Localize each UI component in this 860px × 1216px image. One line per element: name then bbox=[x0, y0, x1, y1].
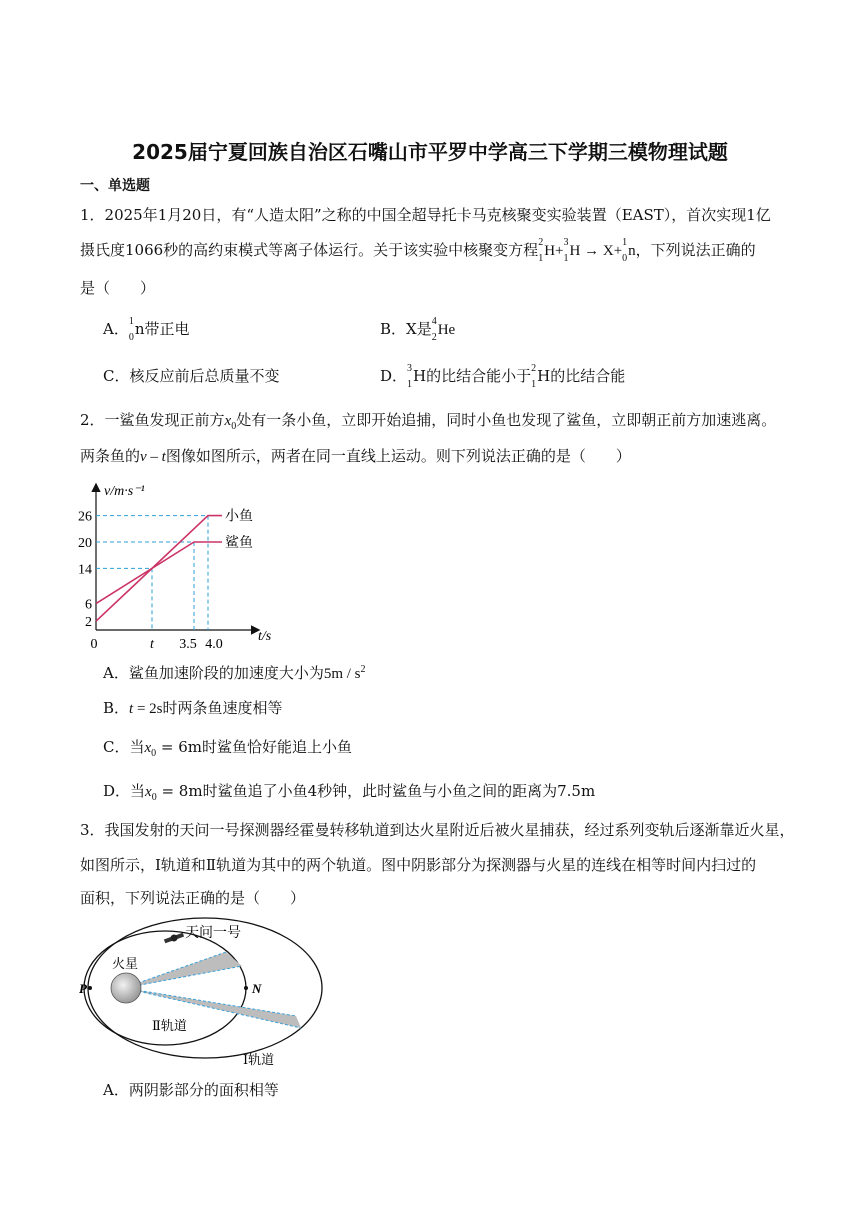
q3-line3: 面积，下列说法正确的是（ ） bbox=[80, 889, 306, 907]
x-tick-label: 0 bbox=[90, 637, 98, 652]
y-axis-label: v/m·s⁻¹ bbox=[104, 484, 145, 499]
label-n: N bbox=[252, 981, 262, 996]
q1-option-a[interactable]: A．$^1$ $_0$n带正电 bbox=[103, 316, 190, 343]
probe-icon bbox=[163, 931, 184, 944]
q1-line1: 1．2025年1月20日，有“人造太阳”之称的中国全超导托卡马克核聚变实验装置（EAST），首次实现1亿 bbox=[80, 206, 771, 224]
q2-option-d[interactable]: D．当$x_0 = 8m$时鲨鱼追了小鱼4秒钟，此时鲨鱼与小鱼之间的距离为7.5m bbox=[103, 782, 596, 803]
q2-option-b[interactable]: B．t = 2s时两条鱼速度相等 bbox=[103, 699, 283, 717]
q2-line2: 两条鱼的v – t图像如图所示，两者在同一直线上运动。则下列说法正确的是（ ） bbox=[80, 447, 631, 465]
section-heading: 一、单选题 bbox=[80, 178, 150, 194]
x-tick-label: t bbox=[150, 637, 154, 652]
x-tick-label: 4.0 bbox=[205, 637, 223, 652]
q3-option-a[interactable]: A．两阴影部分的面积相等 bbox=[103, 1081, 279, 1099]
mars-label: 火星 bbox=[112, 957, 139, 972]
y-tick-label: 14 bbox=[78, 562, 92, 578]
q1-option-c[interactable]: C．核反应前后总质量不变 bbox=[103, 367, 280, 385]
q3-line1: 3．我国发射的天问一号探测器经霍曼转移轨道到达火星附近后被火星捕获，经过系列变轨后逐渐靠近火星， bbox=[80, 821, 795, 839]
q3-line2: 如图所示，Ⅰ轨道和Ⅱ轨道为其中的两个轨道。图中阴影部分为探测器与火星的连线在相等时间内扫过的 bbox=[80, 856, 757, 874]
orbit-2-label: Ⅱ轨道 bbox=[152, 1019, 187, 1034]
label-p: P bbox=[79, 981, 87, 996]
probe-label: 天问一号 bbox=[185, 925, 241, 941]
y-tick-label: 26 bbox=[78, 509, 92, 525]
series-label-2: 鲨鱼 bbox=[225, 535, 253, 551]
point-n bbox=[244, 986, 248, 990]
x-tick-label: 3.5 bbox=[179, 637, 197, 652]
page-title: 2025届宁夏回族自治区石嘴山市平罗中学高三下学期三模物理试题 bbox=[132, 140, 728, 164]
y-tick-label: 2 bbox=[85, 615, 92, 631]
q1-line2: 摄氏度1066秒的高约束模式等离子体运行。关于该实验中核聚变方程$^2$ $_1$H+$^3$ $_1$H → X+$^1$ $_0$n，下列说法正确的 bbox=[80, 237, 756, 264]
y-tick-label: 6 bbox=[85, 597, 92, 613]
y-tick-label: 20 bbox=[78, 536, 92, 551]
mars-planet bbox=[111, 973, 141, 1003]
series-label-1: 小鱼 bbox=[225, 508, 253, 525]
q2-option-a[interactable]: A．鲨鱼加速阶段的加速度大小为$5m / s^2$ bbox=[103, 664, 366, 682]
point-p bbox=[88, 986, 92, 990]
q2-option-c[interactable]: C．当$x_0 = 6m$时鲨鱼恰好能追上小鱼 bbox=[103, 738, 353, 759]
q1-option-d[interactable]: D．$^3$ $_1$H的比结合能小于$^2$ $_1$H的比结合能 bbox=[380, 363, 626, 390]
shaded-area-upper bbox=[124, 952, 242, 988]
x-axis-label: t/s bbox=[258, 629, 272, 644]
q1-option-b[interactable]: B．X是$^4$ $_2$He bbox=[380, 316, 456, 343]
q2-line1: 2．一鲨鱼发现正前方$x_0$处有一条小鱼，立即开始追捕，同时小鱼也发现了鲨鱼，立即朝正前方加速逃离。 bbox=[80, 411, 777, 432]
q1-line3: 是（ ） bbox=[80, 279, 156, 297]
orbit-1-label: Ⅰ轨道 bbox=[243, 1053, 275, 1068]
